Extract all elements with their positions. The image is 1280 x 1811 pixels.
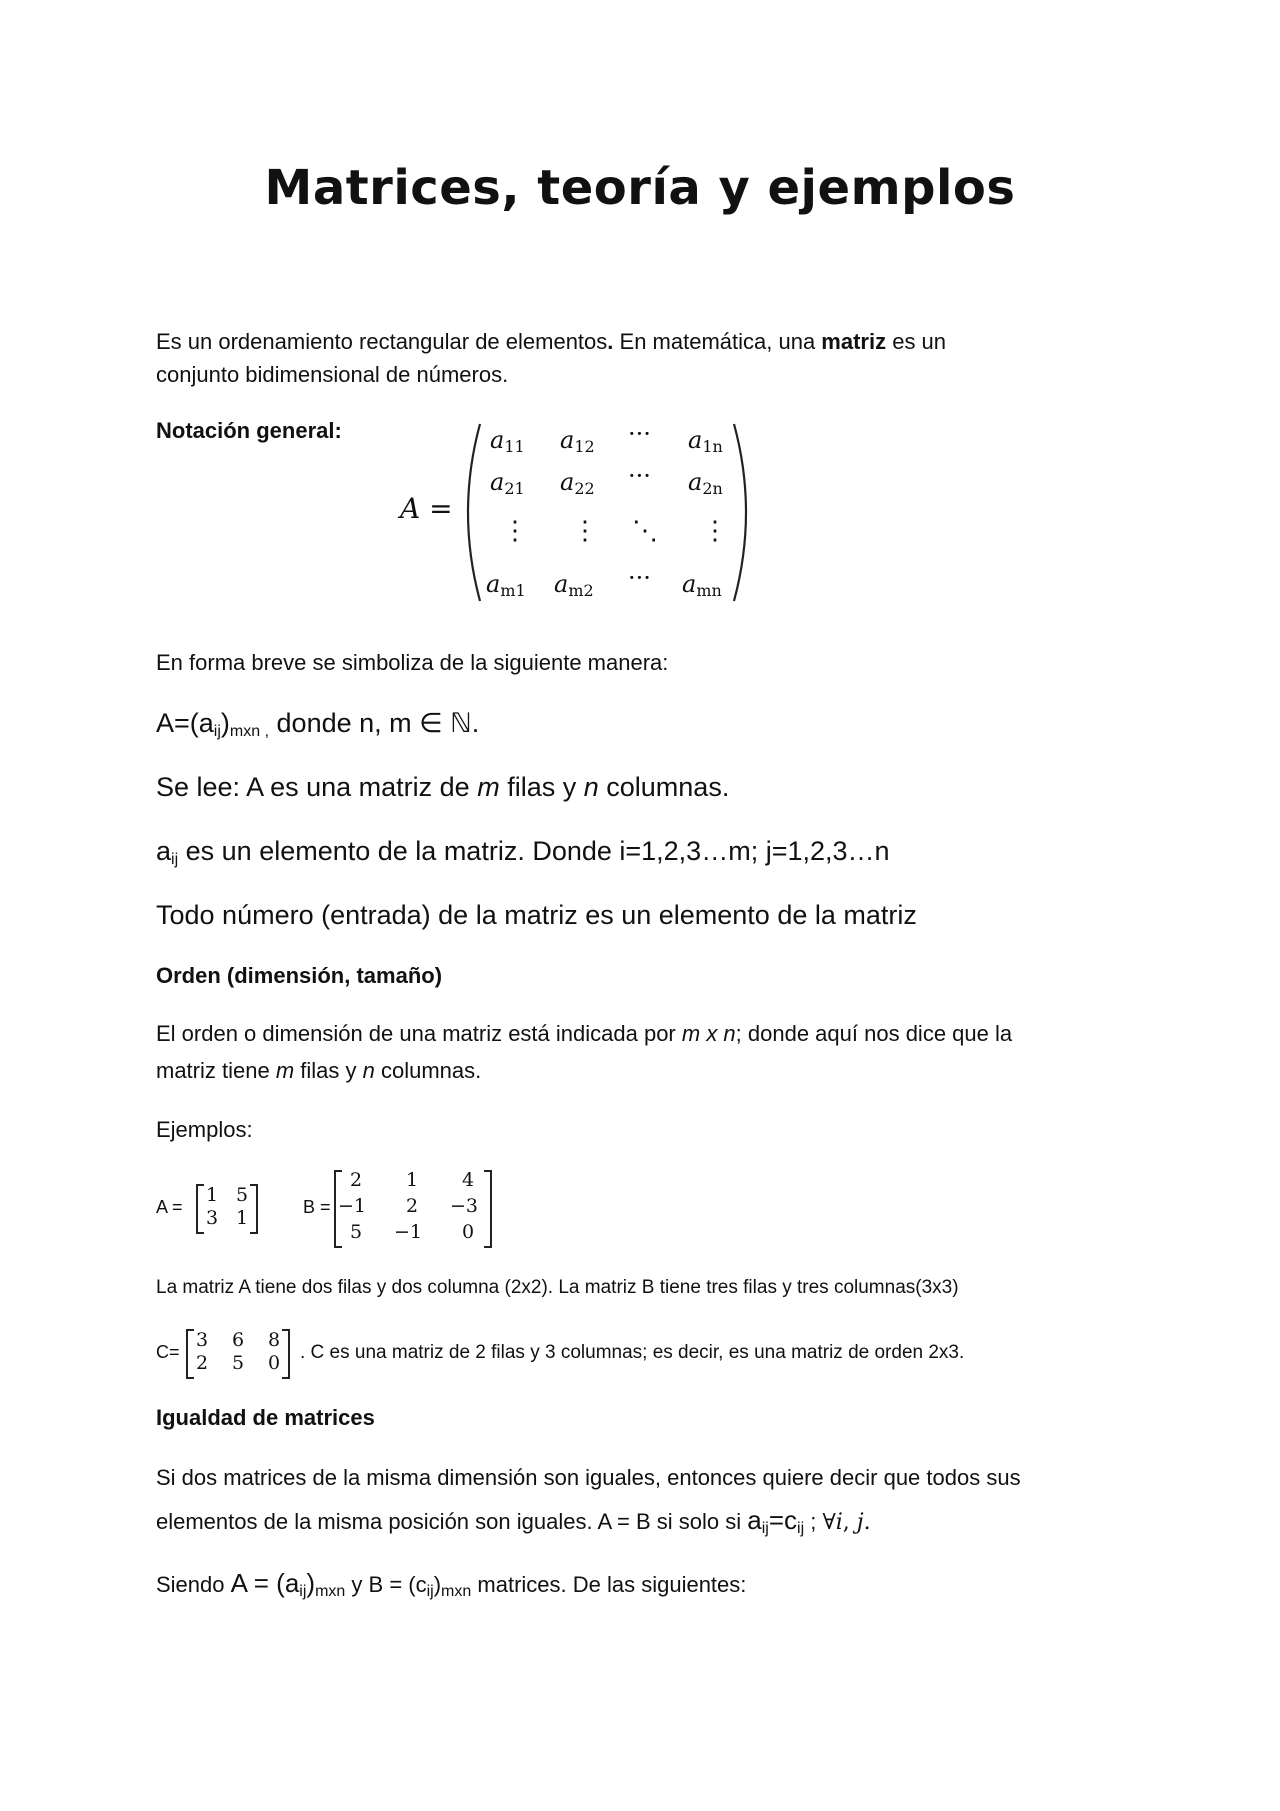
order-l1a: El orden o dimensión de una matriz está indicada por <box>156 1021 682 1046</box>
example-b-entry: 2 <box>350 1169 363 1191</box>
example-a-bracket-right <box>250 1184 258 1234</box>
brief-text: En forma breve se simboliza de la siguiente manera: <box>156 650 669 675</box>
entry-a12: $a_{12}$ <box>560 426 595 456</box>
formula-rest: donde n, m ∈ ℕ. <box>269 708 480 738</box>
entry-a21: $a_{21}$ <box>490 468 525 498</box>
formula-a: A=(a <box>156 708 214 738</box>
example-a-entry: 1 <box>236 1207 249 1229</box>
siendo-A: A = (a <box>230 1568 300 1598</box>
equality-line-1: Si dos matrices de la misma dimensión son iguales, entonces quiere decir que todos sus <box>156 1465 1021 1490</box>
entry-vdots-1: ⋮ <box>502 516 528 546</box>
general-matrix <box>462 420 752 605</box>
siendo-line <box>156 1568 746 1601</box>
example-b-entry: 2 <box>406 1195 419 1217</box>
equality-l2a: elementos de la misma posición son iguales. A = B si solo si <box>156 1509 748 1534</box>
element-ij: ij <box>171 851 179 868</box>
notation-heading: Notación general: <box>156 418 342 443</box>
siendo-c2: ) <box>433 1572 442 1597</box>
entry-a11: $a_{11}$ <box>490 426 525 456</box>
order-mxn: m x n <box>681 1021 736 1046</box>
element-rest: es un elemento de la matriz. Donde i=1,2,3…m; j=1,2,3…n <box>178 836 890 866</box>
example-c-entry: 6 <box>232 1329 245 1351</box>
notation-lhs: A = <box>400 492 453 525</box>
example-c-entry: 8 <box>268 1329 281 1351</box>
intro-bold-matriz: matriz <box>821 329 887 354</box>
equality-forall: ∀𝑖, 𝑗. <box>822 1510 871 1535</box>
formula-mxn: mxn , <box>229 723 270 740</box>
element-line <box>156 836 890 869</box>
example-c-label: C= <box>156 1342 180 1362</box>
siendo-mxn1: mxn <box>315 1583 346 1600</box>
intro-line-1 <box>156 329 946 355</box>
order-line-2 <box>156 1058 481 1084</box>
reads-m: m <box>477 772 500 802</box>
formula-close: ) <box>220 708 230 738</box>
formula-line <box>156 708 479 741</box>
reads-a: Se lee: A es una matriz de <box>156 772 478 802</box>
entry-cdots-1: ··· <box>628 420 651 448</box>
siendo-rest: matrices. De las siguientes: <box>471 1572 747 1597</box>
example-b-matrix <box>334 1170 492 1248</box>
order-l1b: ; donde aquí nos dice que la <box>735 1021 1013 1046</box>
intro-part-3: es un <box>886 329 947 354</box>
siendo-B: B = (c <box>368 1572 427 1597</box>
example-a-entry: 3 <box>206 1207 219 1229</box>
examples-caption: La matriz A tiene dos filas y dos columna (2x2). La matriz B tiene tres filas y tres columnas(3x3) <box>156 1277 959 1298</box>
example-a-label: A = <box>156 1197 183 1217</box>
equality-line-2 <box>156 1505 871 1538</box>
element-a: a <box>156 836 172 866</box>
entry-vdots-2: ⋮ <box>572 516 598 546</box>
example-b-label: B = <box>303 1197 331 1217</box>
entry-am2: $a_{m2}$ <box>554 570 594 600</box>
reads-c: columnas. <box>598 772 730 802</box>
examples-label: Ejemplos: <box>156 1117 253 1142</box>
entry-a1n: $a_{1n}$ <box>688 426 723 456</box>
intro-part-1: Es un ordenamiento rectangular de elementos <box>156 329 608 354</box>
order-l2a: matriz tiene <box>156 1058 276 1083</box>
reads-b: filas y <box>499 772 584 802</box>
example-a-bracket-left <box>196 1184 204 1234</box>
entry-cdots-2: ··· <box>628 462 651 490</box>
intro-part-2: En matemática, una <box>613 329 822 354</box>
example-c-matrix <box>186 1329 290 1379</box>
equality-semi: ; <box>804 1509 823 1534</box>
order-n: n <box>362 1058 375 1083</box>
siendo-y: y <box>345 1572 369 1597</box>
example-c-bracket-left <box>186 1329 194 1379</box>
intro-line-2: conjunto bidimensional de números. <box>156 362 509 387</box>
example-b-bracket-right <box>484 1170 492 1248</box>
page-title: Matrices, teoría y ejemplos <box>264 160 1016 216</box>
example-a-matrix <box>196 1184 258 1234</box>
example-a-entry: 1 <box>206 1184 219 1206</box>
example-b-entry: 5 <box>350 1221 363 1243</box>
order-heading: Orden (dimensión, tamaño) <box>156 963 443 988</box>
example-b-entry: −3 <box>450 1195 479 1217</box>
example-c-text: . C es una matriz de 2 filas y 3 columnas; es decir, es una matriz de orden 2x3. <box>300 1342 965 1363</box>
equality-ij1: ij <box>761 1520 769 1537</box>
example-c-entry: 3 <box>196 1329 209 1351</box>
formula-ij: ij <box>213 723 221 740</box>
intro-dot: . <box>607 329 614 354</box>
order-m: m <box>275 1058 295 1083</box>
order-l2b: filas y <box>294 1058 363 1083</box>
equality-a: a <box>747 1505 762 1535</box>
siendo-ij2: ij <box>426 1583 434 1600</box>
example-c-entry: 0 <box>268 1352 281 1374</box>
reads-n: n <box>583 772 599 802</box>
siendo-c1: ) <box>306 1568 316 1598</box>
siendo-mxn2: mxn <box>441 1583 472 1600</box>
example-c-bracket-right <box>282 1329 290 1379</box>
order-line-1 <box>156 1021 1012 1047</box>
example-c-entry: 5 <box>232 1352 245 1374</box>
example-b-entry: 1 <box>406 1169 419 1191</box>
example-a-entry: 5 <box>236 1184 249 1206</box>
equality-eq: =c <box>768 1505 798 1535</box>
every-line: Todo número (entrada) de la matriz es un elemento de la matriz <box>156 900 917 930</box>
equality-ij2: ij <box>797 1520 805 1537</box>
entry-vdots-3: ⋮ <box>702 516 728 546</box>
entry-amn: $a_{mn}$ <box>682 570 722 600</box>
siendo-ij1: ij <box>299 1583 307 1600</box>
entry-a2n: $a_{2n}$ <box>688 468 723 498</box>
equality-heading: Igualdad de matrices <box>156 1405 375 1430</box>
example-b-entry: −1 <box>338 1195 367 1217</box>
entry-cdots-3: ··· <box>628 564 651 592</box>
example-b-entry: 0 <box>462 1221 475 1243</box>
entry-a22: $a_{22}$ <box>560 468 595 498</box>
reads-line <box>156 772 729 803</box>
siendo-a: Siendo <box>156 1572 231 1597</box>
entry-am1: $a_{m1}$ <box>486 570 526 600</box>
example-c-entry: 2 <box>196 1352 209 1374</box>
example-b-entry: −1 <box>394 1221 423 1243</box>
entry-ddots: ⋱ <box>632 516 658 546</box>
example-b-entry: 4 <box>462 1169 475 1191</box>
order-l2c: columnas. <box>374 1058 482 1083</box>
